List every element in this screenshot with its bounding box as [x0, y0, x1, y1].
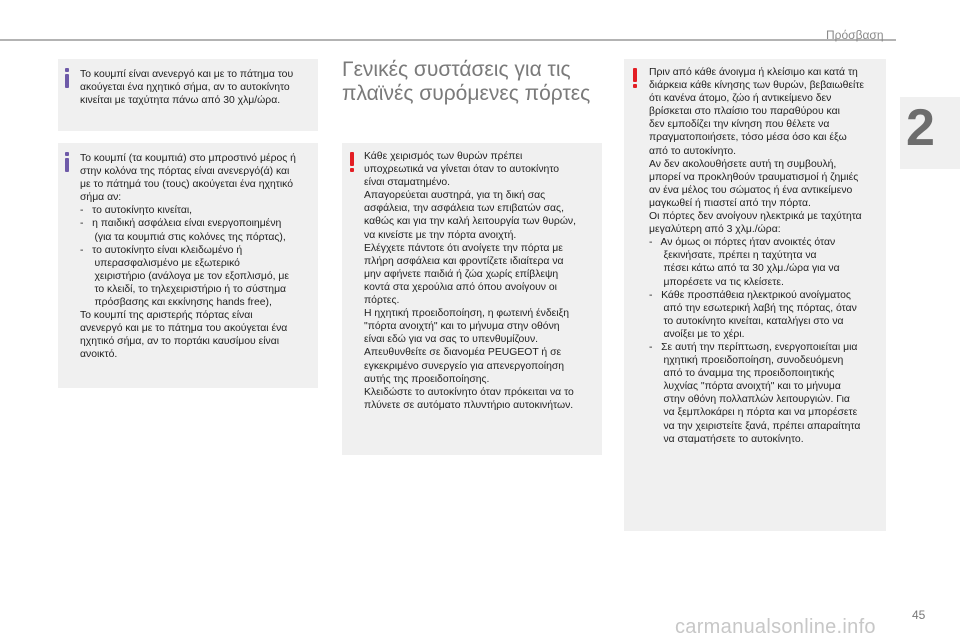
- chapter-number: 2: [906, 99, 935, 157]
- warning-text-general: Κάθε χειρισμός των θυρών πρέπει υποχρεωτικά να γίνεται όταν το αυτοκίνητο είναι σταματημένο. Απαγορεύεται αυστηρά, για τη δική σας ασφάλεια, την ασφάλεια των επιβατών σας, καθώς και για την καλή λειτουργία των θυρών, να κινείστε με την πόρτα ανοιχτή. Ελέγχετε πάντοτε ότι ανοίγετε την πόρτα με πλήρη ασφάλεια και φροντίζετε ιδιαίτερα να μην αφήνετε παιδιά ή ζώα χωρίς επίβλεψη κοντά στα χερούλια από όπου ανοίγουν οι πόρτες. Η ηχητική προειδοποίηση, η φωτεινή ένδειξη "πόρτα ανοιχτή" και το μήνυμα στην οθόνη είναι εδώ για να σας το υπενθυμίζουν. Απευθυνθείτε σε διανομέα PEUGEOT ή σε εγκεκριμένο συνεργείο για απενεργοποίηση αυτής της προειδοποίησης. Κλειδώστε το αυτοκίνητο όταν πρόκειται να το πλύνετε σε αυτόματο πλυντήριο αυτοκινήτων.: [364, 151, 577, 411]
- section-heading: Γενικές συστάσεις για τις πλαϊνές συρόμενες πόρτες: [342, 58, 591, 105]
- watermark: carmanualsonline.info: [675, 616, 876, 638]
- info-icon: [65, 68, 69, 88]
- page-number: 45: [912, 608, 926, 622]
- info-box-buttons: [58, 143, 318, 388]
- section-title: Πρόσβαση: [826, 28, 884, 42]
- warning-box-obstruction: [624, 59, 886, 531]
- info-box-speed: [58, 59, 318, 131]
- info-text-buttons: Το κουμπί (τα κουμπιά) στο μπροστινό μέρος ή στην κολόνα της πόρτας είναι ανενεργό(ά) και με το πάτημά του (τους) ακούγεται ένα ηχητικό σήμα αν: - το αυτοκίνητο κινείται, - η παιδική ασφάλεια είναι ενεργοποιημένη (για τα κουμπιά στις κολόνες της πόρτας), - το αυτοκίνητο είναι κλειδωμένο ή υπερασφαλισμένο με εξωτερικό χειριστήριο (ανάλογα με τον εξοπλισμό, με το κλειδί, το τηλεχειριστήριο ή το σύστημα πρόσβασης και εκκίνησης hands free), Το κουμπί της αριστερής πόρτας είναι ανενεργό και με το πάτημα του ακούγεται ένα ηχητικό σήμα, αν το πορτάκι καυσίμου είναι ανοικτό.: [80, 153, 296, 361]
- warning-icon: [350, 152, 355, 172]
- warning-icon: [633, 68, 638, 88]
- info-text-speed: Το κουμπί είναι ανενεργό και με το πάτημα του ακούγεται ένα ηχητικό σήμα, αν το αυτοκίνητο κινείται με ταχύτητα πάνω από 30 χλμ/ώρα.: [80, 69, 294, 107]
- header-rule: [0, 39, 896, 41]
- warning-box-general: [342, 143, 602, 455]
- warning-text-obstruction: Πριν από κάθε άνοιγμα ή κλείσιμο και κατά τη διάρκεια κάθε κίνησης των θυρών, βεβαιωθείτε ότι κανένα άτομο, ζώο ή αντικείμενο δεν βρίσκεται στο πλαίσιο του παραθύρου και δεν εμποδίζει την κίνηση που θέλετε να πραγματοποιήσετε, τόσο μέσα όσο και έξω από το αυτοκίνητο. Αν δεν ακολουθήσετε αυτή τη συμβουλή, μπορεί να προκληθούν τραυματισμοί ή ζημιές αν ένα μέλος του σώματος ή ένα αντικείμενο μαγκωθεί ή πιαστεί από την πόρτα. Οι πόρτες δεν ανοίγουν ηλεκτρικά με ταχύτητα μεγαλύτερη από 3 χλμ./ώρα: - Αν όμως οι πόρτες ήταν ανοικτές όταν ξεκινήσατε, πρέπει η ταχύτητα να πέσει κάτω από τα 30 χλμ./ώρα για να μπορέσετε να τις κλείσετε. - Κάθε προσπάθεια ηλεκτρικού ανοίγματος από την εσωτερική λαβή της πόρτας, όταν το αυτοκίνητο κινείται, καταλήγει στο να ανοίξει με το χέρι. - Σε αυτή την περίπτωση, ενεργοποιείται μια ηχητική προειδοποίηση, συνοδευόμενη από το άναμμα της προειδοποιητικής λυχνίας "πόρτα ανοιχτή" και το μήνυμα στην οθόνη πολλαπλών λειτουργιών. Για να ξεμπλοκάρει η πόρτα και να μπορέσετε να την χειριστείτε ξανά, πρέπει απαραίτητα να σταματήσετε το αυτοκίνητο.: [649, 67, 865, 445]
- info-icon: [65, 152, 69, 172]
